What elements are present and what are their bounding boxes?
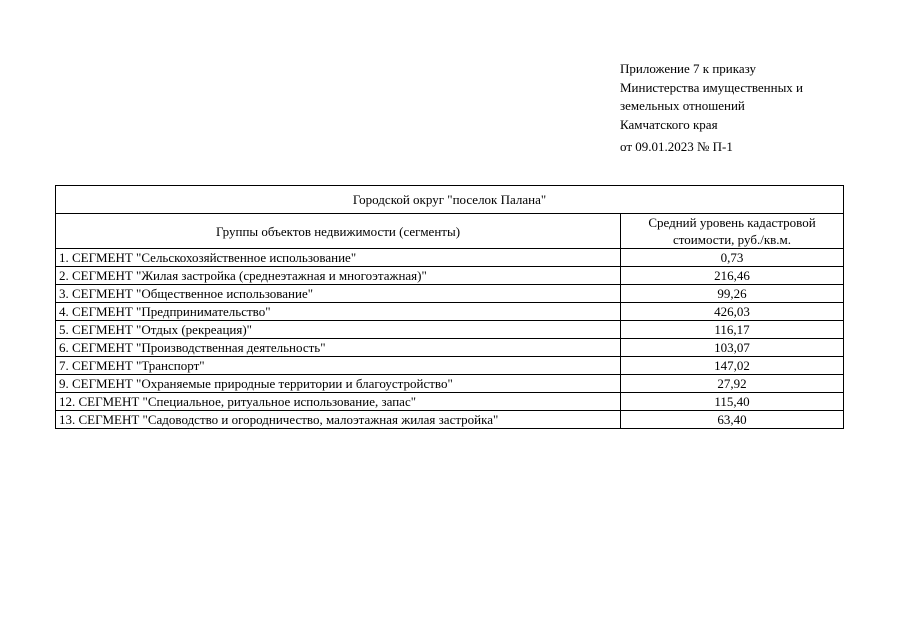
annex-header — [620, 60, 890, 157]
table-header-row — [56, 214, 844, 249]
segment-name: 6. СЕГМЕНТ "Производственная деятельность" — [56, 339, 621, 357]
header-value-line2: стоимости, руб./кв.м. — [672, 232, 791, 247]
segment-name: 4. СЕГМЕНТ "Предпринимательство" — [56, 303, 621, 321]
table-row — [56, 267, 844, 285]
table-row — [56, 393, 844, 411]
header-value — [621, 214, 844, 249]
table-row — [56, 303, 844, 321]
segment-value: 147,02 — [621, 357, 844, 375]
segment-value: 216,46 — [621, 267, 844, 285]
table-row — [56, 321, 844, 339]
segment-value: 426,03 — [621, 303, 844, 321]
annex-line-region: Камчатского края — [620, 116, 718, 132]
table-row — [56, 411, 844, 429]
segment-name: 5. СЕГМЕНТ "Отдых (рекреация)" — [56, 321, 621, 339]
table-row — [56, 357, 844, 375]
segment-name: 13. СЕГМЕНТ "Садоводство и огородничество, малоэтажная жилая застройка" — [56, 411, 621, 429]
segment-value: 0,73 — [621, 249, 844, 267]
segment-value: 116,17 — [621, 321, 844, 339]
segment-value: 115,40 — [621, 393, 844, 411]
segment-name: 1. СЕГМЕНТ "Сельскохозяйственное использование" — [56, 249, 621, 267]
segment-name: 3. СЕГМЕНТ "Общественное использование" — [56, 285, 621, 303]
annex-line-order: Приложение 7 к приказу — [620, 61, 757, 76]
header-groups: Группы объектов недвижимости (сегменты) — [56, 214, 621, 249]
segment-value: 103,07 — [621, 339, 844, 357]
cadastral-value-table — [55, 185, 844, 429]
header-value-line1: Средний уровень кадастровой — [648, 215, 816, 230]
segment-name: 7. СЕГМЕНТ "Транспорт" — [56, 357, 621, 375]
annex-line-date: от 09.01.2023 № П-1 — [620, 139, 733, 154]
segment-name: 9. СЕГМЕНТ "Охраняемые природные территории и благоустройство" — [56, 375, 621, 393]
table-row — [56, 339, 844, 357]
segment-value: 63,40 — [621, 411, 844, 429]
table-title: Городской округ "поселок Палана" — [56, 186, 844, 214]
segment-value: 99,26 — [621, 285, 844, 303]
segment-name: 12. СЕГМЕНТ "Специальное, ритуальное использование, запас" — [56, 393, 621, 411]
table-row — [56, 249, 844, 267]
segment-value: 27,92 — [621, 375, 844, 393]
table-row — [56, 285, 844, 303]
segment-name: 2. СЕГМЕНТ "Жилая застройка (среднеэтажная и многоэтажная)" — [56, 267, 621, 285]
annex-line-ministry: Министерства имущественных и — [620, 79, 804, 95]
table-row — [56, 375, 844, 393]
table-title-row — [56, 186, 844, 214]
annex-line-relations: земельных отношений — [620, 98, 745, 113]
